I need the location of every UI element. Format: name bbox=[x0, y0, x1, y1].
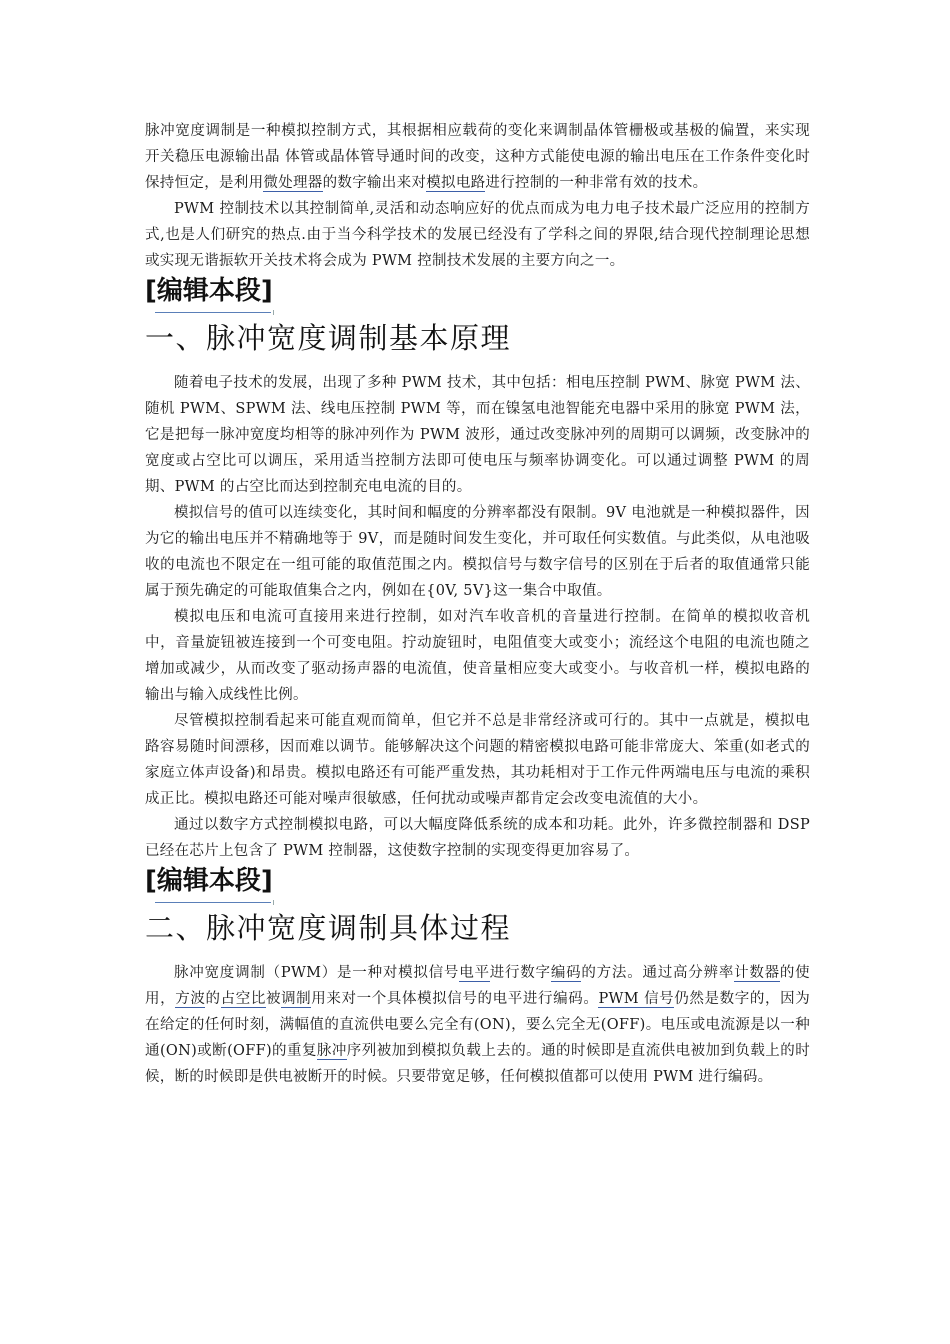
paragraph-text: 进行控制的一种非常有效的技术。 bbox=[485, 175, 708, 191]
paragraph-text: 用来对一个具体模拟信号的电平进行编码。 bbox=[311, 991, 599, 1007]
edit-section-link-1[interactable]: [编辑本段] bbox=[145, 276, 273, 306]
inline-link[interactable]: 微处理器 bbox=[263, 175, 323, 191]
inline-link[interactable]: 占空比 bbox=[220, 991, 266, 1007]
section-2-paragraph-1 bbox=[145, 960, 810, 1090]
inline-link[interactable]: 调制 bbox=[281, 991, 312, 1007]
edit-section-underline-2 bbox=[145, 900, 275, 906]
intro-paragraph-2: PWM 控制技术以其控制简单,灵活和动态响应好的优点而成为电力电子技术最广泛应用的控制方式,也是人们研究的热点.由于当今科学技术的发展已经没有了学科之间的界限,结合现代控制理论思想或实现无谐振软开关技术将会成为 PWM 控制技术发展的主要方向之一。 bbox=[145, 201, 810, 269]
paragraph-text: 仍然是数字的，因为在给定的任何时刻，满幅值的直流供电要么完全有(ON)，要么完全无(OFF)。电压或电流源是以一种通(ON)或断(OFF)的重复 bbox=[145, 991, 810, 1059]
document-page bbox=[145, 118, 810, 1090]
inline-link[interactable]: 电平 bbox=[459, 965, 490, 981]
paragraph-text: 被 bbox=[265, 991, 282, 1007]
section-1-paragraph-1: 随着电子技术的发展，出现了多种 PWM 技术，其中包括：相电压控制 PWM、脉宽 PWM 法、随机 PWM、SPWM 法、线电压控制 PWM 等，而在镍氢电池智能充电器中采用的脉宽 PWM 法，它是把每一脉冲宽度均相等的脉冲列作为 PWM 波形，通过改变脉冲列的周期可以调频，改变脉冲的宽度或占空比可以调压，采用适当控制方法即可使电压与频率协调变化。可以通过调整 PWM 的周期、PWM 的占空比而达到控制充电电流的目的。 bbox=[145, 375, 810, 495]
paragraph-text: 的 bbox=[205, 991, 221, 1007]
section-1-paragraph-5: 通过以数字方式控制模拟电路，可以大幅度降低系统的成本和功耗。此外，许多微控制器和 DSP 已经在芯片上包含了 PWM 控制器，这使数字控制的实现变得更加容易了。 bbox=[145, 817, 810, 859]
paragraph-text: 的数字输出来对 bbox=[322, 175, 427, 191]
section-1-paragraph-3: 模拟电压和电流可直接用来进行控制，如对汽车收音机的音量进行控制。在简单的模拟收音机中，音量旋钮被连接到一个可变电阻。拧动旋钮时，电阻值变大或变小；流经这个电阻的电流也随之增加或减少，从而改变了驱动扬声器的电流值，使音量相应变大或变小。与收音机一样，模拟电路的输出与输入成线性比例。 bbox=[145, 609, 810, 703]
section-1-paragraph-4: 尽管模拟控制看起来可能直观而简单，但它并不总是非常经济或可行的。其中一点就是，模拟电路容易随时间漂移，因而难以调节。能够解决这个问题的精密模拟电路可能非常庞大、笨重(如老式的家庭立体声设备)和昂贵。模拟电路还有可能严重发热，其功耗相对于工作元件两端电压与电流的乘积成正比。模拟电路还可能对噪声很敏感，任何扰动或噪声都肯定会改变电流值的大小。 bbox=[145, 713, 810, 807]
paragraph-text: 脉冲宽度调制（PWM）是一种对模拟信号 bbox=[174, 965, 460, 981]
inline-link[interactable]: 方波 bbox=[175, 991, 206, 1007]
paragraph-text: 的方法。通过高分辨率 bbox=[581, 965, 735, 981]
edit-section-link-2[interactable]: [编辑本段] bbox=[145, 866, 273, 896]
paragraph-text: 的使用， bbox=[145, 965, 810, 1007]
inline-link[interactable]: 编码 bbox=[550, 965, 582, 981]
edit-section-underline-1 bbox=[145, 310, 275, 316]
inline-link[interactable]: 计数器 bbox=[734, 965, 780, 981]
section-1-paragraph-2: 模拟信号的值可以连续变化，其时间和幅度的分辨率都没有限制。9V 电池就是一种模拟器件，因为它的输出电压并不精确地等于 9V，而是随时间发生变化，并可取任何实数值。与此类似，从电池吸收的电流也不限定在一组可能的取值范围之内。模拟信号与数字信号的区别在于后者的取值通常只能属于预先确定的可能取值集合之内，例如在{0V, 5V}这一集合中取值。 bbox=[145, 505, 810, 599]
section-2-heading: 二、脉冲宽度调制具体过程 bbox=[145, 911, 512, 945]
section-1-heading: 一、脉冲宽度调制基本原理 bbox=[145, 321, 512, 355]
inline-link[interactable]: 脉冲 bbox=[316, 1043, 347, 1059]
inline-link[interactable]: PWM 信号 bbox=[598, 991, 675, 1007]
inline-link[interactable]: 模拟电路 bbox=[426, 175, 486, 191]
paragraph-text: 脉冲宽度调制是一种模拟控制方式，其根据相应载荷的变化来调制晶体管栅极或基极的偏置，来实现开关稳压电源输出晶 体管或晶体管导通时间的改变，这种方式能使电源的输出电压在工作条件变化时保持恒定，是利用 bbox=[145, 123, 810, 191]
paragraph-text: 序列被加到模拟负载上去的。通的时候即是直流供电被加到负载上的时候，断的时候即是供电被断开的时候。只要带宽足够，任何模拟值都可以使用 PWM 进行编码。 bbox=[145, 1043, 810, 1085]
intro-paragraph-1 bbox=[145, 118, 810, 196]
paragraph-text: 进行数字 bbox=[489, 965, 551, 981]
